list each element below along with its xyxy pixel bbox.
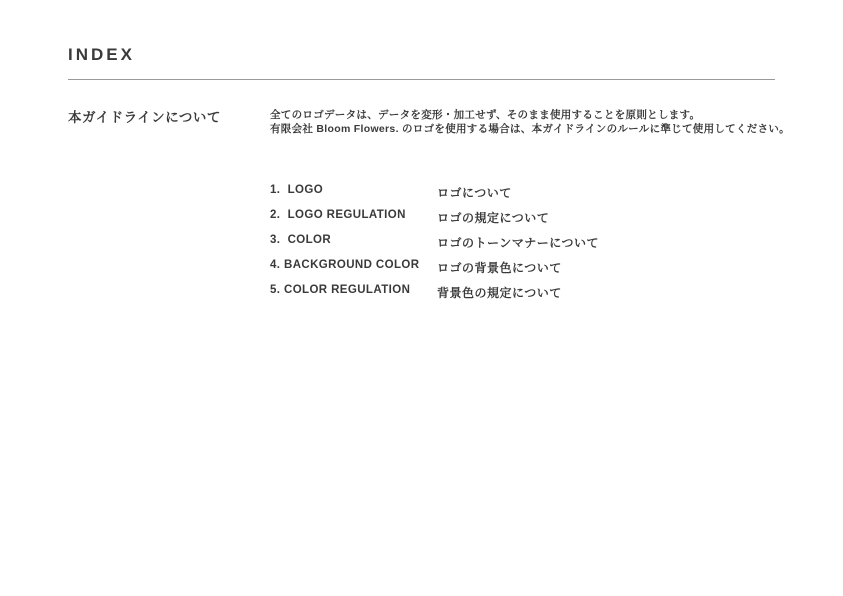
intro-line-1: 全てのロゴデータは、データを変形・加工せず、そのまま使用することを原則とします。: [270, 109, 701, 121]
index-item-description: 背景色の規定について: [437, 286, 562, 300]
intro-line-2: 有限会社 Bloom Flowers. のロゴを使用する場合は、本ガイドラインのルールに準じて使用してください。: [270, 123, 790, 135]
index-item-label: 5. COLOR REGULATION: [270, 284, 411, 296]
index-item-description: ロゴのトーンマナーについて: [437, 236, 600, 250]
index-item-description: ロゴの規定について: [437, 211, 550, 225]
intro-paragraph: [270, 108, 790, 136]
index-item-label: 4. BACKGROUND COLOR: [270, 259, 420, 271]
index-item-description: ロゴについて: [437, 186, 512, 200]
header-divider: [68, 79, 775, 80]
index-item-label: 2. LOGO REGULATION: [270, 209, 406, 221]
index-item-label: 3. COLOR: [270, 234, 332, 246]
index-list: [270, 184, 599, 309]
page-title: INDEX: [68, 45, 135, 64]
index-item-label: 1. LOGO: [270, 184, 324, 196]
section-title: 本ガイドラインについて: [68, 110, 221, 125]
index-item-description: ロゴの背景色について: [437, 261, 562, 275]
